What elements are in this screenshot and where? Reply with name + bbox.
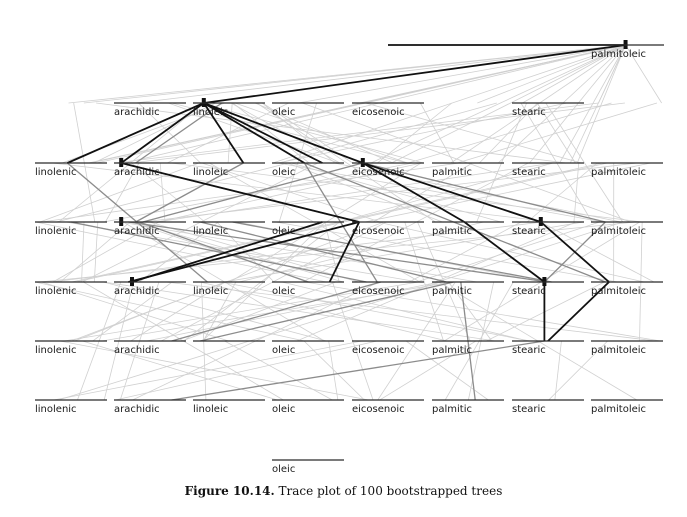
variable-label: oleic [272,345,296,356]
variable-label: linoleic [193,107,229,118]
variable-label: linolenic [35,167,77,178]
variable-label: linolenic [35,404,77,415]
variable-label: arachidic [114,167,160,178]
variable-label: linoleic [193,286,229,297]
tree-edge [555,341,562,400]
variable-label: linolenic [35,286,77,297]
variable-label: linoleic [193,167,229,178]
variable-label: eicosenoic [352,345,405,356]
variable-label: oleic [272,167,296,178]
variable-label: arachidic [114,286,160,297]
variable-label: arachidic [114,226,160,237]
variable-label: palmitoleic [591,226,647,237]
variable-label: linolenic [35,226,77,237]
variable-label: palmitic [432,226,472,237]
variable-label: palmitoleic [591,286,647,297]
tree-edge [457,103,657,163]
variable-label: palmitoleic [591,49,647,60]
variable-label: eicosenoic [352,167,405,178]
variable-label: oleic [272,286,296,297]
variable-label: oleic [272,226,296,237]
variable-label: eicosenoic [352,226,405,237]
variable-label: stearic [512,345,546,356]
variable-label: stearic [512,167,546,178]
variable-label: stearic [512,107,546,118]
variable-label: palmitic [432,167,472,178]
variable-label: palmitic [432,286,472,297]
variable-label: arachidic [114,107,160,118]
tree-edge [128,222,548,282]
variable-label: arachidic [114,345,160,356]
variable-label: palmitic [432,404,472,415]
tree-edge [273,45,626,163]
variable-label: eicosenoic [352,107,405,118]
variable-label: stearic [512,226,546,237]
tree-edge [282,282,528,341]
variable-label: linoleic [193,226,229,237]
tree-edge [84,45,626,103]
variable-label: linolenic [35,345,77,356]
variable-label: palmitoleic [591,404,647,415]
variable-label: stearic [512,286,546,297]
tree-edge [160,163,165,222]
variable-label: oleic [272,404,296,415]
caption-text: Trace plot of 100 bootstrapped trees [274,484,503,498]
variable-label: eicosenoic [352,286,405,297]
tree-edge [498,45,625,163]
figure-caption [0,484,687,498]
variable-label: linoleic [193,404,229,415]
variable-label: palmitoleic [591,167,647,178]
tree-edge [82,222,84,282]
variable-label: palmitoleic [591,345,647,356]
variable-label: oleic [272,107,296,118]
variable-label: stearic [512,404,546,415]
variable-label: eicosenoic [352,404,405,415]
variable-label: palmitic [432,345,472,356]
variable-label: oleic [272,464,296,475]
figure-label: Figure 10.14. [184,484,275,498]
variable-label: arachidic [114,404,160,415]
